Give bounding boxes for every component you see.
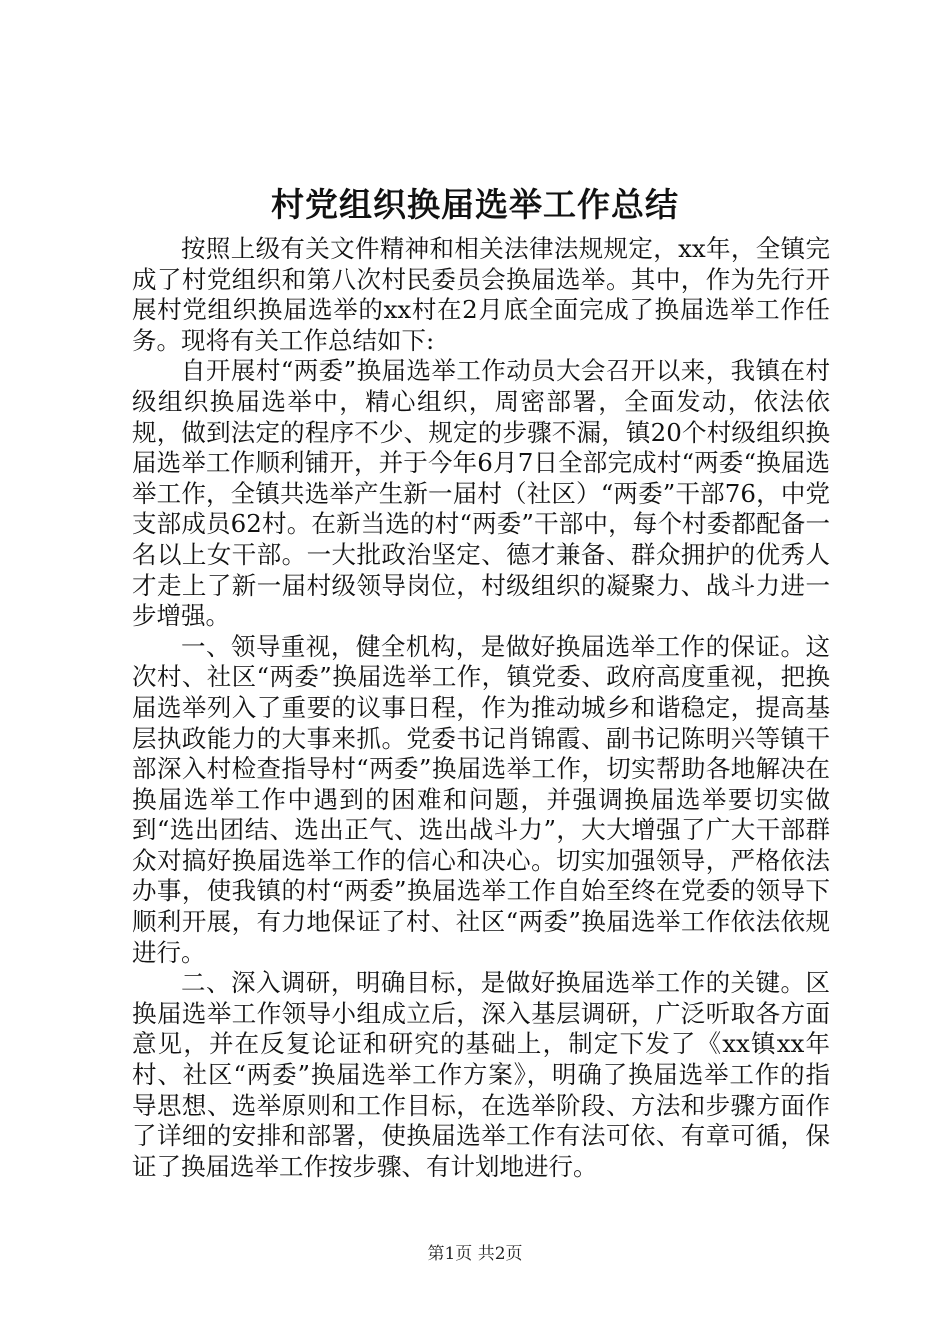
paragraph-overview: 自开展村“两委”换届选举工作动员大会召开以来，我镇在村级组织换届选举中，精心组织，周密部署，全面发动，依法依规，做到法定的程序不少、规定的步骤不漏，镇20个村级组织换届选举工作顺利铺开，并于今年6月7日全部完成村“两委“换届选举工作，全镇共选举产生新一届村（社区）“两委”干部76，中党支部成员62村。在新当选的村“两委”干部中，每个村委都配备一名以上女干部。一大批政治坚定、德才兼备、群众拥护的优秀人才走上了新一届村级领导岗位，村级组织的凝聚力、战斗力进一步增强。: [132, 356, 830, 631]
paragraph-intro: 按照上级有关文件精神和相关法律法规规定，xx年，全镇完成了村党组织和第八次村民委员会换届选举。其中，作为先行开展村党组织换届选举的xx村在2月底全面完成了换届选举工作任务。现将有关工作总结如下:: [132, 234, 830, 355]
document-body: [132, 234, 830, 1182]
paragraph-section-two: 二、深入调研，明确目标，是做好换届选举工作的关键。区换届选举工作领导小组成立后，深入基层调研，广泛听取各方面意见，并在反复论证和研究的基础上，制定下发了《xx镇xx年村、社区“两委”换届选举工作方案》，明确了换届选举工作的指导思想、选举原则和工作目标，在选举阶段、方法和步骤方面作了详细的安排和部署，使换届选举工作有法可依、有章可循，保证了换届选举工作按步骤、有计划地进行。: [132, 968, 830, 1181]
page-footer: 第1页 共2页: [427, 1244, 523, 1264]
paragraph-section-one: 一、领导重视，健全机构，是做好换届选举工作的保证。这次村、社区“两委”换届选举工作，镇党委、政府高度重视，把换届选举列入了重要的议事日程，作为推动城乡和谐稳定，提高基层执政能力的大事来抓。党委书记肖锦霞、副书记陈明兴等镇干部深入村检查指导村“两委”换届选举工作，切实帮助各地解决在换届选举工作中遇到的困难和问题，并强调换届选举要切实做到“选出团结、选出正气、选出战斗力”，大大增强了广大干部群众对搞好换届选举工作的信心和决心。切实加强领导，严格依法办事，使我镇的村“两委”换届选举工作自始至终在党委的领导下顺利开展，有力地保证了村、社区“两委”换届选举工作依法依规进行。: [132, 631, 830, 967]
document-title: 村党组织换届选举工作总结: [271, 185, 679, 225]
